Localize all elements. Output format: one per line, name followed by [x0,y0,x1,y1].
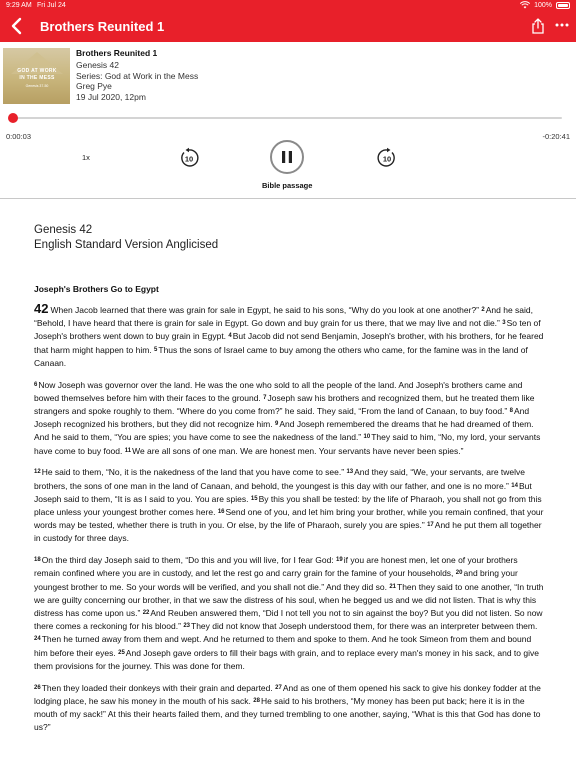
verse-text: Then he turned away from them and wept. And he returned to them and spoke to them. And he took Simeon from them and bound him before their eyes. [34,634,532,658]
verse-number: 4 [228,333,232,340]
verse-text: But Jacob did not send Benjamin, Joseph's brother, with his brothers, for he feared that harm might happen to him. [34,331,544,355]
passage-reference: Genesis 42 [34,224,93,236]
verse-text: and bring your youngest brother to me. So your words will be verified, and you shall not die.” And they did so. [34,568,518,592]
verse-number: 24 [34,636,41,643]
verse-text: On the third day Joseph said to them, “Do this and you will live, for I fear God: [41,555,334,566]
status-right [520,1,570,9]
artwork-line-2: IN THE MESS [19,75,55,81]
skip-back-10-icon[interactable] [178,147,200,169]
verse-number: 22 [142,610,150,617]
verse-number: 9 [275,421,279,428]
share-icon[interactable] [530,17,546,35]
verse-number: 19 [336,557,343,564]
verse-text: Send one of you, and let him bring your brother, while you remain confined, that your words may be tested, whether there is truth in you. Or else, by the life of Pharaoh, surely you are spies.” [34,507,544,531]
verse-text: And he put them all together in custody for three days. [34,520,542,544]
battery-percent: 100% [534,1,552,9]
verse-text: He said to them, “No, it is the nakedness of the land that you have come to see.” [41,467,345,478]
verse-number: 20 [455,570,463,577]
passage-paragraph [34,466,544,545]
verse-number: 7 [263,394,267,401]
verse-text: Now Joseph was governor over the land. He was the one who sold to all the people of the land. And Joseph's brothers came and bowed themselves before him with their faces to the ground. [34,379,523,403]
playback-speed-button[interactable]: 1x [82,153,90,162]
verse-number: 11 [124,447,132,454]
verse-number: 16 [217,509,225,516]
passage-paragraph [34,301,544,370]
verse-text: And as one of them opened his sack to give his donkey fodder at the lodging place, he saw his money in the mouth of his sack. [34,682,541,706]
verse-text: And they said, “We, your servants, are twelve brothers, the sons of one man in the land of Canaan, and behold, the youngest is this day with our father, and one is no more.” [34,467,526,491]
verse-text: They did not know that Joseph understood them, for there was an interpreter between them. [191,621,538,632]
skip-forward-label: 10 [382,154,392,164]
verse-text: And Joseph recognized his brothers, but they did not recognize him. [34,406,530,430]
status-bar [0,0,576,12]
passage-header [34,223,218,253]
artwork-line-1: GOD AT WORK [17,68,57,74]
passage-text [34,301,544,743]
episode-series: Series: God at Work in the Mess [76,70,199,81]
divider [0,198,576,199]
verse-number: 18 [34,557,41,564]
verse-text: And he said, “Behold, I have heard that there is grain for sale in Egypt. Go down and buy grain for us there, that we may live and not die.” [34,305,534,329]
verse-text: When Jacob learned that there was grain for sale in Egypt, he said to his sons, “Why do you look at one another?” [50,305,480,315]
verse-text: Then they loaded their donkeys with their grain and departed. [41,682,273,693]
pause-button[interactable] [270,140,304,174]
verse-number: 8 [509,408,513,415]
status-date: Fri Jul 24 [37,2,66,9]
verse-text: He said to his brothers, “My money has been put back; here it is in the mouth of my sack!” At this their hearts failed them, and they turned trembling to one another, saying, “What is this that God has done to us?” [34,695,541,733]
verse-number: 27 [275,684,282,691]
nav-title: Brothers Reunited 1 [40,19,165,34]
verse-number: 21 [389,583,397,590]
verse-text: Joseph saw his brothers and recognized them, but he treated them like strangers and spoke roughly to them. “Where do you come from?” he said. They said, “From the land of Canaan, to buy food.” [34,392,535,417]
battery-icon [556,2,570,9]
verse-text: And Joseph gave orders to fill their bags with grain, and to replace every man's money in his sack, and to give them provisions for the journey. This was done for them. [34,647,539,671]
verse-number: 2 [481,307,485,313]
verse-number: 6 [34,381,38,388]
verse-text: They said to him, “No, my lord, your servants have come to buy food. [34,432,541,456]
verse-number: 3 [502,320,506,327]
verse-number: 26 [34,684,41,691]
more-icon[interactable] [554,20,570,30]
episode-date: 19 Jul 2020, 12pm [76,92,146,103]
artwork-subtitle: Genesis 37-50 [25,84,49,88]
status-time: 9:29 AM [6,2,32,9]
episode-meta [76,48,198,103]
wifi-icon [520,1,530,9]
verse-number: 23 [183,623,190,630]
episode-reference: Genesis 42 [76,59,119,70]
verse-text: But Joseph said to them, “It is as I said to you. You are spies. [34,480,532,504]
passage-version: English Standard Version Anglicised [34,239,219,251]
verse-text: Thus the sons of Israel came to buy among the others who came, for the famine was in the land of Canaan. [34,344,528,368]
passage-paragraph [34,554,544,673]
verse-number: 5 [154,346,158,353]
verse-text: By this you shall be tested: by the life of Pharaoh, you shall not go from this place unless your youngest brother comes here. [34,493,542,518]
series-artwork [3,48,70,104]
verse-text: So ten of Joseph's brothers went down to buy grain in Egypt. [34,318,541,342]
elapsed-time: 0:00:03 [6,132,32,141]
pause-icon [272,142,302,172]
bible-passage-button[interactable]: Bible passage [262,181,313,190]
progress-track[interactable] [12,117,562,119]
section-heading: Joseph's Brothers Go to Egypt [34,284,159,294]
artwork-title [7,68,67,82]
verse-number: 28 [253,697,260,704]
back-chevron-icon[interactable] [8,16,26,36]
episode-title: Brothers Reunited 1 [76,48,158,58]
passage-paragraph [34,682,544,735]
remaining-time: -0:20:41 [542,132,570,141]
verse-number: 15 [250,495,258,502]
progress-knob[interactable] [8,113,18,123]
verse-number: 13 [346,469,354,476]
skip-forward-10-icon[interactable] [376,147,398,169]
verse-text: if you are honest men, let one of your brothers remain confined where you are in custody, and let the rest go and carry grain for the famine of your households, [34,555,518,579]
verse-text: We are all sons of one man. We are honest men. Your servants have never been spies.” [132,445,464,456]
verse-text: And Reuben answered them, “Did I not tell you not to sin against the boy? But you did not listen. So now there comes a reckoning for his blood.” [34,608,543,632]
verse-number: 14 [511,482,518,489]
top-bar [0,0,576,42]
verse-number: 12 [34,469,41,476]
verse-text: Then they said to one another, “In truth we are guilty concerning our brother, in that we saw the distress of his soul, when he begged us and we did not listen. That is why this distress has come upon us.” [34,581,544,619]
verse-number: 17 [427,522,434,529]
skip-back-label: 10 [184,154,194,164]
passage-paragraph [34,379,544,458]
verse-number: 25 [118,649,125,656]
verse-number: 10 [363,434,371,441]
verse-text: And Joseph remembered the dreams that he had dreamed of them. And he said to them, “You are spies; you have come to see the nakedness of the land.” [34,419,534,443]
episode-speaker: Greg Pye [76,81,112,92]
chapter-number: 42 [34,301,49,316]
